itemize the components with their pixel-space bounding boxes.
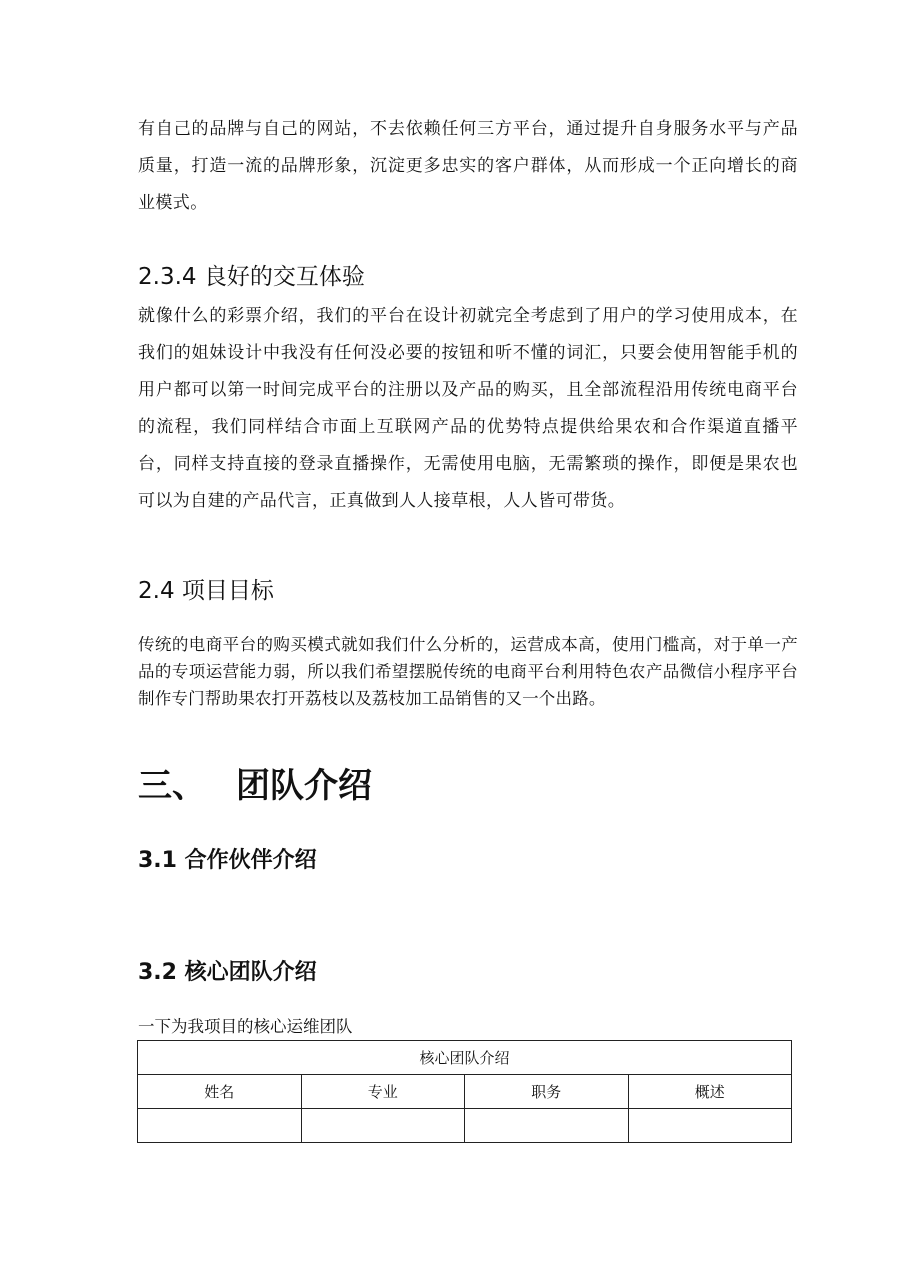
section-2-3-4-body: 就像什么的彩票介绍，我们的平台在设计初就完全考虑到了用户的学习使用成本，在我们的姐妹设计中我没有任何没必要的按钮和听不懂的词汇，只要会使用智能手机的用户都可以第一时间完成平台的注册以及产品的购买，且全部流程沿用传统电商平台的流程，我们同样结合市面上互联网产品的优势特点提供给果农和合作渠道直播平台，同样支持直接的登录直播操作，无需使用电脑，无需繁琐的操作，即便是果农也可以为自建的产品代言，正真做到人人接草根，人人皆可带货。: [138, 306, 798, 511]
team-table-title: 核心团队介绍: [138, 1041, 792, 1075]
section-2-4-body: 传统的电商平台的购买模式就如我们什么分析的，运营成本高，使用门槛高，对于单一产品的专项运营能力弱，所以我们希望摆脱传统的电商平台利用特色农产品微信小程序平台制作专门帮助果农打开荔枝以及荔枝加工品销售的又一个出路。: [138, 635, 798, 708]
section-2-3-4-body-block: [138, 298, 798, 520]
team-table-caption: 一下为我项目的核心运维团队: [138, 1017, 353, 1036]
team-table-cell: [138, 1109, 302, 1143]
intro-paragraph: 有自己的品牌与自己的网站，不去依赖任何三方平台，通过提升自身服务水平与产品质量，打造一流的品牌形象，沉淀更多忠实的客户群体，从而形成一个正向增长的商业模式。: [138, 119, 798, 213]
team-table-cell: [301, 1109, 465, 1143]
team-table-header-overview: 概述: [628, 1075, 792, 1109]
team-table: [137, 1040, 792, 1143]
team-table-header-major: 专业: [301, 1075, 465, 1109]
chapter-3-heading-block: [138, 764, 798, 808]
chapter-3-title: 团队介绍: [236, 766, 372, 806]
team-table-cell: [465, 1109, 629, 1143]
team-table-title-row: [138, 1041, 792, 1075]
team-table-header-position: 职务: [465, 1075, 629, 1109]
section-heading-2-4: 2.4 项目目标: [138, 578, 274, 604]
section-3-2: [138, 958, 798, 988]
team-table-cell: [628, 1109, 792, 1143]
chapter-3-number: 三、: [138, 766, 206, 806]
team-table-caption-block: [138, 1016, 798, 1038]
team-table-header-name: 姓名: [138, 1075, 302, 1109]
section-heading-3-2: 3.2 核心团队介绍: [138, 960, 317, 985]
section-2-4: [138, 576, 798, 606]
section-heading-3-1: 3.1 合作伙伴介绍: [138, 848, 317, 873]
table-row: [138, 1109, 792, 1143]
intro-paragraph-block: [138, 111, 798, 222]
section-3-1: [138, 846, 798, 876]
team-table-header-row: [138, 1075, 792, 1109]
chapter-3-heading: [138, 764, 798, 808]
section-2-4-body-block: [138, 631, 798, 712]
section-heading-2-3-4: 2.3.4 良好的交互体验: [138, 264, 365, 290]
section-2-3-4: [138, 262, 798, 292]
